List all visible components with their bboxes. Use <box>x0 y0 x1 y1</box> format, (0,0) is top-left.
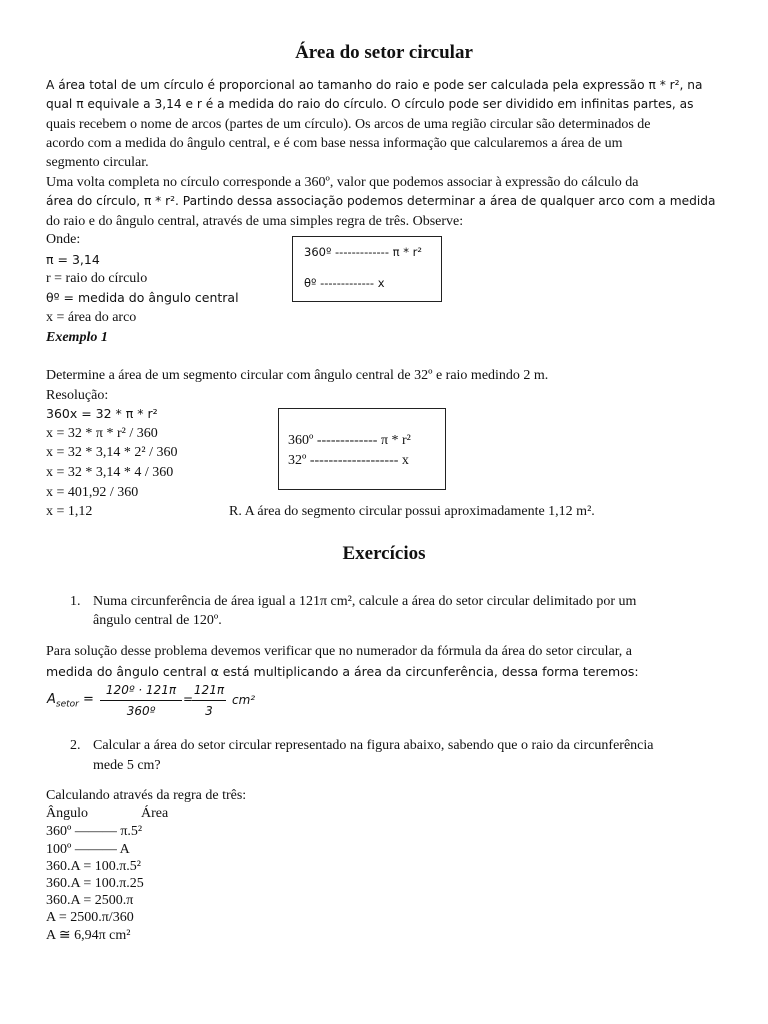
calc-row: 360.A = 100.π.25 <box>46 876 144 891</box>
exercises-heading: Exercícios <box>342 543 426 564</box>
calc-row: 360º ——— π.5² <box>46 824 143 839</box>
resolution-step: x = 32 * 3,14 * 4 / 360 <box>46 465 174 480</box>
resolution-step: x = 401,92 / 360 <box>46 485 139 500</box>
rule-of-three-box <box>292 236 442 302</box>
formula-area-symbol: $A_{setor}$ = <box>47 692 94 710</box>
example-rule-box <box>278 408 446 490</box>
calc-row: 360.A = 100.π.5² <box>46 859 141 874</box>
intro-line: segmento circular. <box>46 155 149 170</box>
example-statement: Determine a área de um segmento circular com ângulo central de 32º e raio medindo 2 m. <box>46 368 549 383</box>
fraction-2-bar <box>192 700 226 701</box>
exercise-2-calc-intro: Calculando através da regra de três: <box>46 788 247 803</box>
fraction-1-numerator: 120º · 121π <box>105 683 177 697</box>
calc-row: 360.A = 2500.π <box>46 893 134 908</box>
fraction-1-denominator: 360º <box>126 704 156 718</box>
intro-line: acordo com a medida do ângulo central, e é com base nessa informação que calcularemos a área de um <box>46 136 623 151</box>
definition-item: r = raio do círculo <box>46 271 148 286</box>
intro-line: quais recebem o nome de arcos (partes de um círculo). Os arcos de uma região circular são determinados de <box>46 117 651 132</box>
column-header-area: Área <box>141 806 169 821</box>
definition-item: x = área do arco <box>46 310 137 325</box>
intro-line: A área total de um círculo é proporcional ao tamanho do raio e pode ser calculada pela expressão π * r², na <box>46 78 703 92</box>
rule-box-row: θº ------------- x <box>304 276 385 290</box>
fraction-2-denominator: 3 <box>205 704 213 718</box>
intro-line: qual π equivale a 3,14 e r é a medida do raio do círculo. O círculo pode ser dividido em infinitas partes, as <box>46 97 694 111</box>
resolution-step: x = 32 * π * r² / 360 <box>46 426 158 441</box>
exercise-2-text: Calcular a área do setor circular representado na figura abaixo, sabendo que o raio da circunferência <box>93 738 654 753</box>
formula-equals: = <box>183 692 194 706</box>
exercise-1-text: Numa circunferência de área igual a 121π cm², calcule a área do setor circular delimitado por um <box>93 594 637 609</box>
fraction-2-numerator: 121π <box>193 683 225 697</box>
definitions-heading: Onde: <box>46 232 81 247</box>
example-heading: Exemplo 1 <box>46 330 108 345</box>
fraction-1-bar <box>100 700 182 701</box>
resolution-step: x = 1,12 <box>46 504 93 519</box>
resolution-step: 360x = 32 * π * r² <box>46 406 158 421</box>
exercise-2-text: mede 5 cm? <box>93 758 161 773</box>
exercise-number: 1. <box>70 594 81 609</box>
formula-unit: cm² <box>232 693 256 707</box>
definition-item: π = 3,14 <box>46 252 100 267</box>
calc-row: A ≅ 6,94π cm² <box>46 928 131 943</box>
example-answer: R. A área do segmento circular possui aproximadamente 1,12 m². <box>229 504 595 519</box>
exercise-number: 2. <box>70 738 81 753</box>
example-box-row: 360º ------------- π * r² <box>288 433 411 448</box>
resolution-label: Resolução: <box>46 388 109 403</box>
column-header-angle: Ângulo <box>46 806 88 821</box>
page-title: Área do setor circular <box>295 42 473 63</box>
resolution-step: x = 32 * 3,14 * 2² / 360 <box>46 445 178 460</box>
calc-row: A = 2500.π/360 <box>46 910 134 925</box>
calc-row: 100º ——— A <box>46 842 130 857</box>
exercise-1-solution: Para solução desse problema devemos verificar que no numerador da fórmula da área do setor circular, a <box>46 644 633 659</box>
exercise-1-solution: medida do ângulo central α está multiplicando a área da circunferência, dessa forma teremos: <box>46 664 639 679</box>
intro-line: do raio e do ângulo central, através de uma simples regra de três. Observe: <box>46 214 464 229</box>
formula-subscript: setor <box>55 699 79 710</box>
definition-item: θº = medida do ângulo central <box>46 290 239 305</box>
intro-line: área do círculo, π * r². Partindo dessa associação podemos determinar a área de qualquer arco com a medida <box>46 194 716 208</box>
intro-line: Uma volta completa no círculo corresponde a 360º, valor que podemos associar à expressão do cálculo da <box>46 175 639 190</box>
rule-box-row: 360º ------------- π * r² <box>304 245 422 259</box>
exercise-1-text: ângulo central de 120º. <box>93 613 222 628</box>
example-box-row: 32º ------------------- x <box>288 453 409 468</box>
formula-lhs: A <box>47 692 56 707</box>
